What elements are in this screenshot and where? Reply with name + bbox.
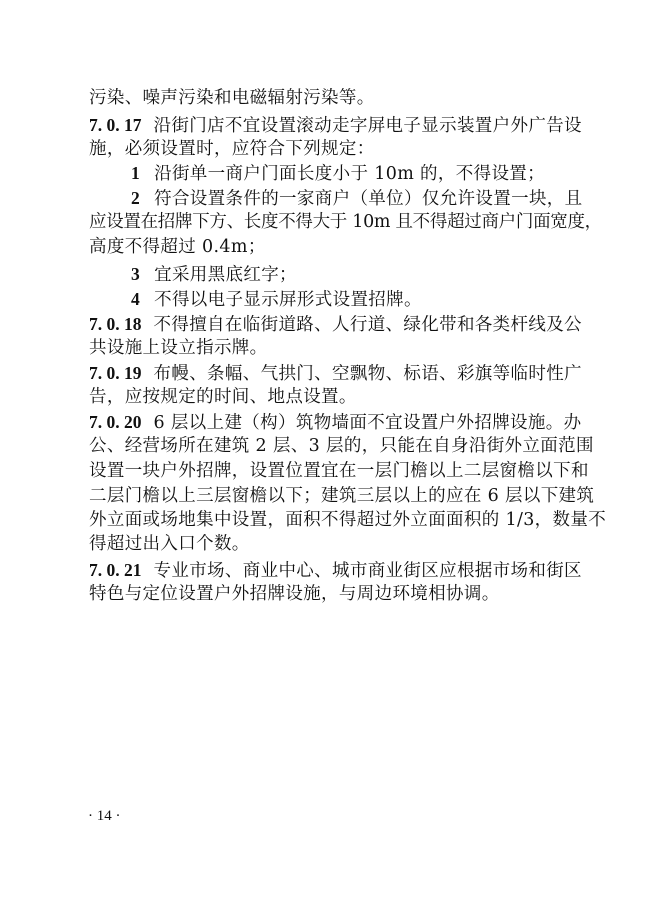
- clause-number: 7. 0. 17: [89, 115, 142, 135]
- clause-number: 7. 0. 21: [89, 560, 142, 580]
- line-text: 二层门檐以上三层窗檐以下；建筑三层以上的应在 6 层以下建筑: [89, 486, 595, 506]
- text-line: [89, 86, 375, 110]
- clause-7-0-19: [89, 361, 582, 386]
- line-text: 特色与定位设置户外招牌设施，与周边环境相协调。: [89, 584, 500, 604]
- line-text: 得超过出入口个数。: [89, 534, 250, 554]
- text-line: [89, 459, 589, 483]
- text-line: [89, 137, 375, 161]
- clause-number: 7. 0. 19: [89, 363, 142, 383]
- text-line: [89, 210, 602, 234]
- clause-7-0-20: [89, 410, 581, 435]
- text-line: [89, 385, 357, 409]
- clause-text: 不得擅自在临街道路、人行道、绿化带和各类杆线及公: [153, 315, 582, 335]
- text-line: [89, 484, 594, 508]
- line-text: 污染、噪声污染和电磁辐射污染等。: [89, 88, 375, 108]
- line-text: 外立面或场地集中设置，面积不得超过外立面面积的 1/3，数量不: [89, 510, 607, 530]
- item-text: 符合设置条件的一家商户（单位）仅允许设置一块，且: [154, 189, 583, 209]
- text-line: [89, 336, 268, 360]
- list-item: [131, 161, 545, 186]
- clause-text: 布幔、条幅、气拱门、空飘物、标语、彩旗等临时性广: [153, 364, 582, 384]
- clause-text: 专业市场、商业中心、城市商业街区应根据市场和街区: [153, 561, 582, 581]
- line-text: 施，必须设置时，应符合下列规定：: [89, 139, 375, 159]
- item-number: 3: [131, 264, 141, 284]
- clause-text: 6 层以上建（构）筑物墙面不宜设置户外招牌设施。办: [153, 413, 582, 433]
- list-item: [131, 186, 583, 211]
- item-text: 不得以电子显示屏形式设置招牌。: [154, 290, 422, 310]
- item-text: 宜采用黑底红字；: [154, 265, 297, 285]
- text-line: [89, 508, 606, 532]
- line-text: 共设施上设立指示牌。: [89, 338, 268, 358]
- clause-number: 7. 0. 18: [89, 314, 142, 334]
- item-number: 4: [131, 289, 141, 309]
- clause-number: 7. 0. 20: [89, 412, 142, 432]
- clause-7-0-17: [89, 113, 582, 138]
- item-text: 沿街单一商户门面长度小于 10m 的，不得设置；: [154, 164, 545, 184]
- text-line: [89, 532, 250, 556]
- item-number: 2: [131, 188, 141, 208]
- line-text: 应设置在招牌下方、长度不得大于 10m 且不得超过商户门面宽度，: [89, 212, 602, 232]
- text-line: [89, 235, 266, 259]
- page-number: · 14 ·: [88, 808, 121, 824]
- line-text: 公、经营场所在建筑 2 层、3 层的，只能在自身沿街外立面范围: [89, 436, 594, 456]
- clause-7-0-18: [89, 312, 582, 337]
- text-line: [89, 434, 594, 458]
- clause-text: 沿街门店不宜设置滚动走字屏电子显示装置户外广告设: [153, 116, 582, 136]
- clause-7-0-21: [89, 558, 582, 583]
- item-number: 1: [131, 163, 141, 183]
- line-text: 告，应按规定的时间、地点设置。: [89, 387, 357, 407]
- line-text: 高度不得超过 0.4m；: [89, 237, 266, 257]
- line-text: 设置一块户外招牌，设置位置宜在一层门檐以上二层窗檐以下和: [89, 461, 589, 481]
- text-line: [89, 582, 500, 606]
- list-item: [131, 287, 422, 312]
- list-item: [131, 262, 297, 287]
